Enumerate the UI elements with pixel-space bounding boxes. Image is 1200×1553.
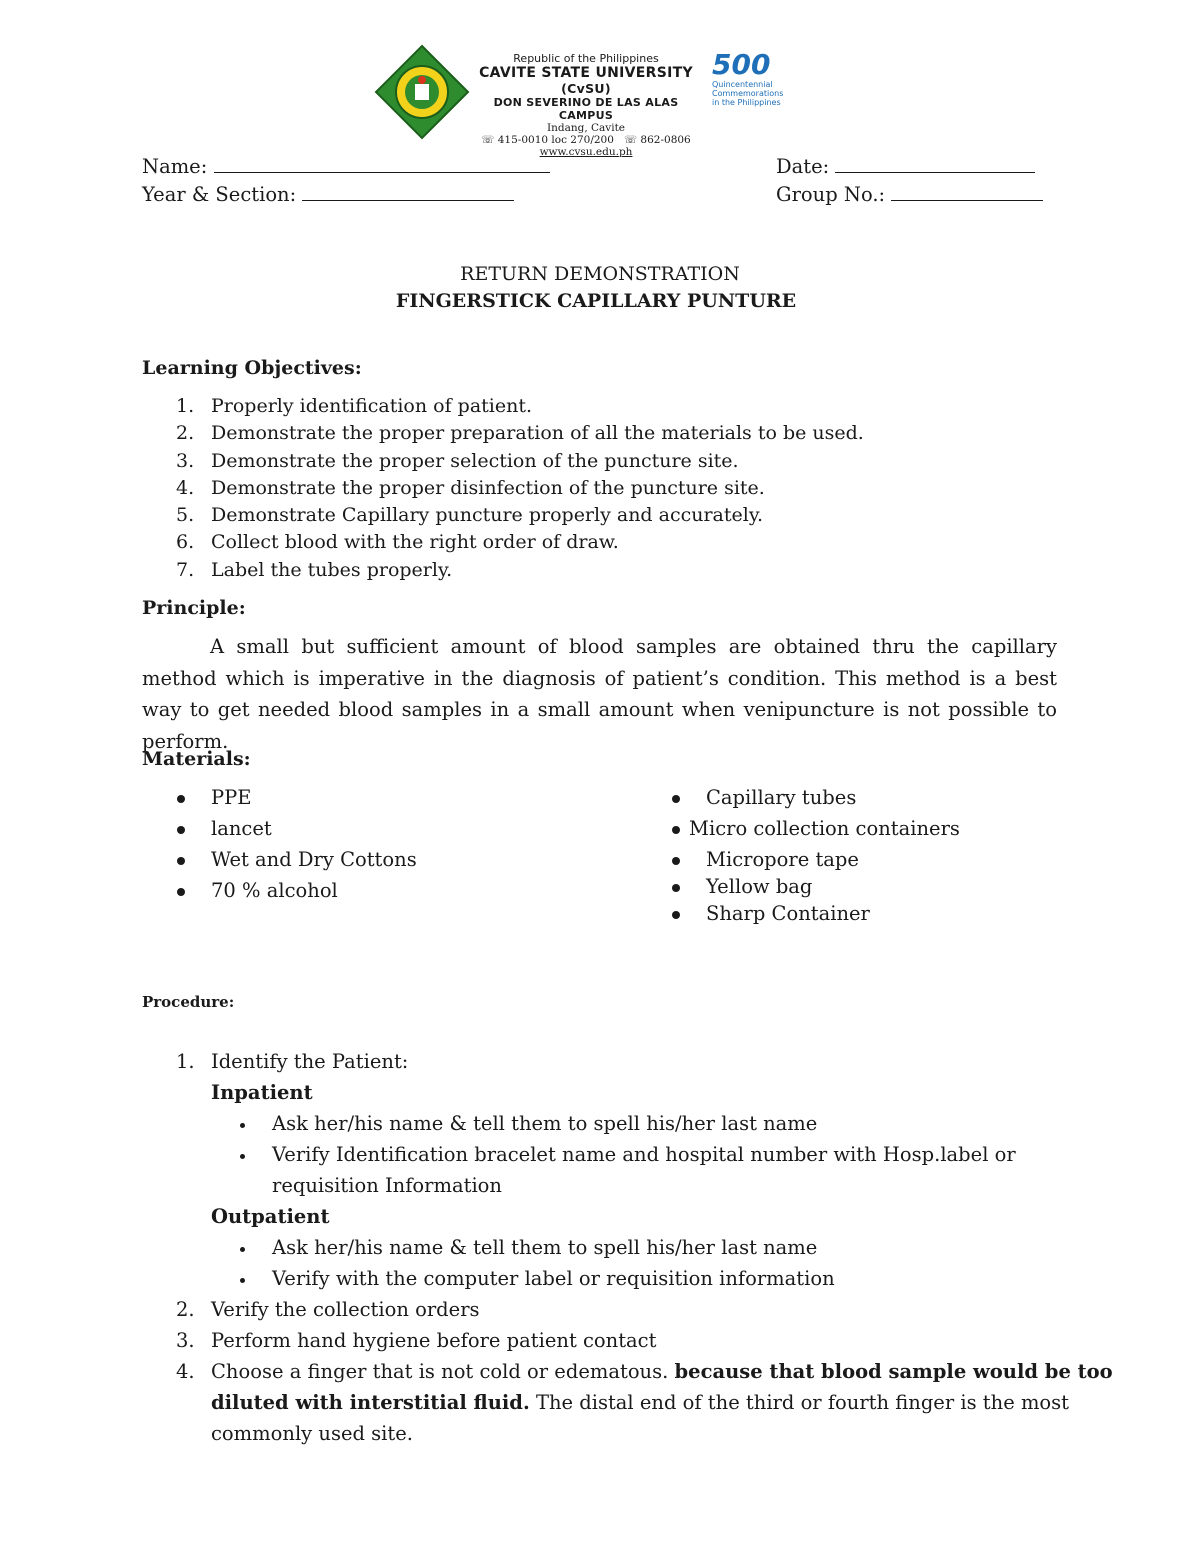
- outpatient-label: Outpatient: [211, 1205, 330, 1228]
- phone-2: 862-0806: [640, 134, 691, 146]
- name-blank[interactable]: [214, 154, 550, 173]
- anniv-text-1: Quincentennial: [712, 80, 773, 89]
- university-header: [470, 52, 702, 158]
- year-section-field[interactable]: [142, 182, 514, 206]
- page-title-line-1: RETURN DEMONSTRATION: [460, 263, 740, 285]
- list-item: lancet: [211, 817, 272, 840]
- principle-heading: Principle:: [142, 597, 246, 619]
- step-number: 1.: [176, 1050, 195, 1073]
- list-item: Ask her/his name & tell them to spell his/her last name: [272, 1236, 818, 1259]
- anniv-text-3: in the Philippines: [712, 98, 781, 107]
- group-label: Group No.:: [776, 183, 886, 206]
- university-name: CAVITE STATE UNIVERSITY: [479, 65, 693, 81]
- step-text: Perform hand hygiene before patient contact: [211, 1329, 657, 1352]
- phone-icon: ☏: [623, 134, 638, 146]
- list-item: Yellow bag: [706, 875, 813, 898]
- year-section-blank[interactable]: [302, 182, 514, 201]
- list-item: Sharp Container: [706, 902, 870, 925]
- step-text-line-2: diluted with interstitial fluid. The distal end of the third or fourth finger is the most: [211, 1391, 1070, 1414]
- university-abbr: (CvSU): [561, 81, 611, 96]
- step-number: 4.: [176, 1360, 195, 1383]
- date-field[interactable]: [776, 154, 1035, 178]
- republic-line: Republic of the Philippines: [513, 52, 659, 65]
- step-text-line-3: commonly used site.: [211, 1422, 413, 1445]
- group-blank[interactable]: [891, 182, 1043, 201]
- list-item: 3. Demonstrate the proper selection of the puncture site.: [176, 449, 739, 472]
- website: www.cvsu.edu.ph: [539, 146, 633, 158]
- list-item: requisition Information: [272, 1174, 502, 1197]
- list-item: 70 % alcohol: [211, 879, 338, 902]
- location: Indang, Cavite: [546, 122, 626, 134]
- group-field[interactable]: [776, 182, 1043, 206]
- date-blank[interactable]: [835, 154, 1035, 173]
- list-item: 7. Label the tubes properly.: [176, 558, 453, 581]
- phone-1: 415-0010 loc 270/200: [497, 134, 614, 146]
- anniv-number: 500: [712, 48, 771, 81]
- list-item: Verify Identification bracelet name and hospital number with Hosp.label or: [272, 1143, 1016, 1166]
- page-title-line-2: FINGERSTICK CAPILLARY PUNTURE: [395, 290, 797, 312]
- list-item: 4. Demonstrate the proper disinfection of the puncture site.: [176, 476, 765, 499]
- objectives-list: [176, 393, 1111, 584]
- list-item: Wet and Dry Cottons: [211, 848, 417, 871]
- step-text: Identify the Patient:: [211, 1050, 409, 1073]
- name-field[interactable]: [142, 154, 550, 178]
- list-item: Ask her/his name & tell them to spell his/her last name: [272, 1112, 818, 1135]
- list-item: Micropore tape: [706, 848, 859, 871]
- step-text: Verify the collection orders: [211, 1298, 480, 1321]
- list-item: 6. Collect blood with the right order of draw.: [176, 531, 619, 554]
- inpatient-label: Inpatient: [211, 1081, 313, 1104]
- step-number: 2.: [176, 1298, 195, 1321]
- university-logo: [374, 44, 470, 140]
- step-number: 3.: [176, 1329, 195, 1352]
- quincentennial-logo: [712, 50, 792, 120]
- list-item: PPE: [211, 786, 252, 809]
- anniv-text-2: Commemorations: [712, 89, 784, 98]
- procedure-heading: Procedure:: [142, 993, 235, 1011]
- list-item: Verify with the computer label or requisition information: [272, 1267, 835, 1290]
- list-item: 1. Properly identification of patient.: [176, 395, 533, 417]
- list-item: Capillary tubes: [706, 786, 857, 809]
- phone-icon: ☏: [481, 134, 495, 146]
- list-item: Micro collection containers: [689, 817, 960, 840]
- list-item: 2. Demonstrate the proper preparation of all the materials to be used.: [176, 422, 864, 445]
- name-label: Name:: [142, 155, 208, 178]
- campus-name: DON SEVERINO DE LAS ALAS CAMPUS: [493, 96, 679, 122]
- objectives-heading: Learning Objectives:: [142, 357, 362, 379]
- phone-line: [470, 134, 702, 146]
- step-text-line-1: Choose a finger that is not cold or edematous. because that blood sample would be too: [211, 1360, 1113, 1383]
- year-section-label: Year & Section:: [142, 183, 297, 206]
- principle-text: A small but sufficient amount of blood samples are obtained thru the capillary method which is imperative in the diagnosis of patient’s condition. This method is a best way to get needed blood samples in a small amount when venipuncture is not possible to perform.: [142, 635, 1057, 753]
- list-item: 5. Demonstrate Capillary puncture properly and accurately.: [176, 504, 764, 527]
- materials-heading: Materials:: [142, 748, 251, 770]
- date-label: Date:: [776, 155, 830, 178]
